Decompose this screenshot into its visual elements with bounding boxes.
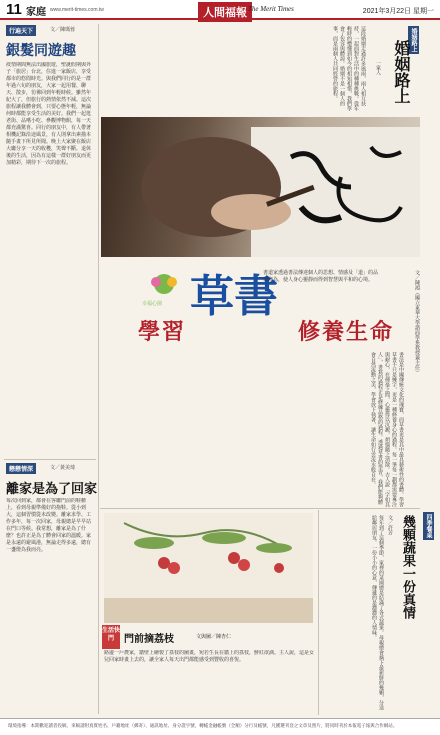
feature-title-left: 學習 [138,320,187,345]
section-divider [4,459,96,460]
header-url: www.merit-times.com.tw [50,7,104,13]
marriage-kicker: 一家人 [375,60,381,75]
lychee-byline: 文與圖／陳杏仁 [196,634,232,640]
love-body: 每次回到家，都會在客廳門前的鞋櫃上，看到母親準備好的拖鞋。從小到大，這個習慣從未改變。離家求學、工作多年，每一次回家，母親總是早早站在門口等候。我常想，離家是為了什麼？也許正是為了體會回家的溫暖。家是永遠的避風港，無論走得多遠，總有一盞燈為我而亮。 [6,498,92,553]
footer-notice: 環境指導：本期歡迎讀者投稿，來稿請附真實姓名、戶籍地址（郵寄）、通訊地址、身分證字號，轉帳金融帳號（全額）分行及帳號，凡獲選刊登之文章及照片，將同時刊於本報電子報與合作網站。 [8,724,398,729]
marriage-title: 婚姻路上 [392,40,411,104]
feature-title-right: 修養生命 [298,320,395,345]
feature-divider [100,508,420,509]
veg-headline: 幾顆蔬果一份真情 [400,515,415,619]
lychee-body: 路邊一戶農家，牆壁上繪製了荔枝的圖畫，宛若生長在牆上的荔枝，鮮紅欲滴。主人說，這是女兒回家時畫上去的，讓全家人每天出門都能感受到豐收的喜悅。 [104,650,314,663]
column-tag-marriage: 婚姻路上 [410,28,417,52]
column-tag-travel: 行遍天下 [6,25,36,36]
badge-label: 幸福心園 [142,301,163,307]
lychee-title: 門前摘荔枝 [124,634,174,645]
photo-caption: 書道家透過書法傳達個人的思想、情感及「道」的品德修為，使人身心靈靜而得到智慧與平和的心境。 [263,270,379,283]
marriage-body: 這段婚姻走過許多風雨，兩人相互扶持，一起面對生活中的種種挑戰。從年輕時的懵懂到如今的相知相惜，我們學會了包容與體諒。婚姻不是一個人的事，而是兩個人共同經營的旅程。 [332,26,366,111]
feature-author: 文／陳鴻（國立東華大學諮商學系教授兼主任） [414,270,420,375]
column-tag-love: 戀戀情深 [6,463,36,474]
right-divider [318,510,319,715]
column-tag-table: 四季餐桌 [425,514,432,538]
section-name: 家庭 [26,7,46,18]
calligraphy-illustration [101,117,420,257]
calligraphy-photo [101,117,420,257]
love-headline: 離家是為了回家 [6,482,98,497]
photo-stamp: 生活快門 [102,625,120,649]
lychee-mural-photo [104,513,313,623]
veg-author: 文／許芳 [387,515,393,535]
feature-title-mid: 草書 [190,271,278,322]
veg-body: 每年到了這個季節，家裡的菜園總是結滿了各式蔬果。母親總會摘下最新鮮的幾顆，分送給鄰居朋友。一份小小的心意，傳遞的是濃濃的人情味。 [371,515,384,710]
lychee-illustration [104,513,313,623]
travel-headline: 銀髮同遊趣 [6,43,76,59]
page-header [0,0,440,20]
page-number: 11 [6,1,22,18]
column-divider [98,24,99,714]
masthead-english: The Merit Times [248,5,294,13]
travel-author: 文／陳瑪蓉 [50,27,76,33]
travel-body: 疫情期間無法出國旅遊，聖誕假期與外子「旅居」台北，住進一家飯店，享受都市的悠閒時光。與我們同行的是一群年過六旬的朋友，大家一起用餐、聊天、散步，彷彿回到年輕時候。雖然年紀大了，但旅行的熱情依然不減。這次旅程讓我體會到，只要心態年輕，無論何時都能享受生活的美好。我們一起逛老街、品嚐小吃、參觀博物館，每一天都充滿驚喜。同行的朋友中，有人帶著相機記錄沿途風景，有人則拿出素描本隨手畫下所見所聞。晚上大家聚在飯店大廳分享一天的收穫，笑聲不斷。退休後的生活，因為有這樣一群好朋友而更加精彩，期待下一次的旅程。 [6,62,92,166]
feature-body: 書法是中國傳統文化的瑰寶，而草書更是其中最具藝術性的書體。學習草書不只是練字，更是一種修養身心的過程。每一筆每一劃都需要專注與耐心，在揮毫之間，心靈得以沉澱，煩惱隨之消散。古人說「字如其人」，書寫的過程正是修練品格的過程。透過草書的學習，我們能夠體會自然流動之美，學會放下執著，讓生命如行雲流水般自在。 [370,352,404,507]
issue-date: 2021年3月22日 星期一 [362,8,434,15]
masthead-logo: 人間福報 [198,2,252,22]
love-author: 文／黃美琦 [50,465,76,471]
page-footer [0,718,440,735]
